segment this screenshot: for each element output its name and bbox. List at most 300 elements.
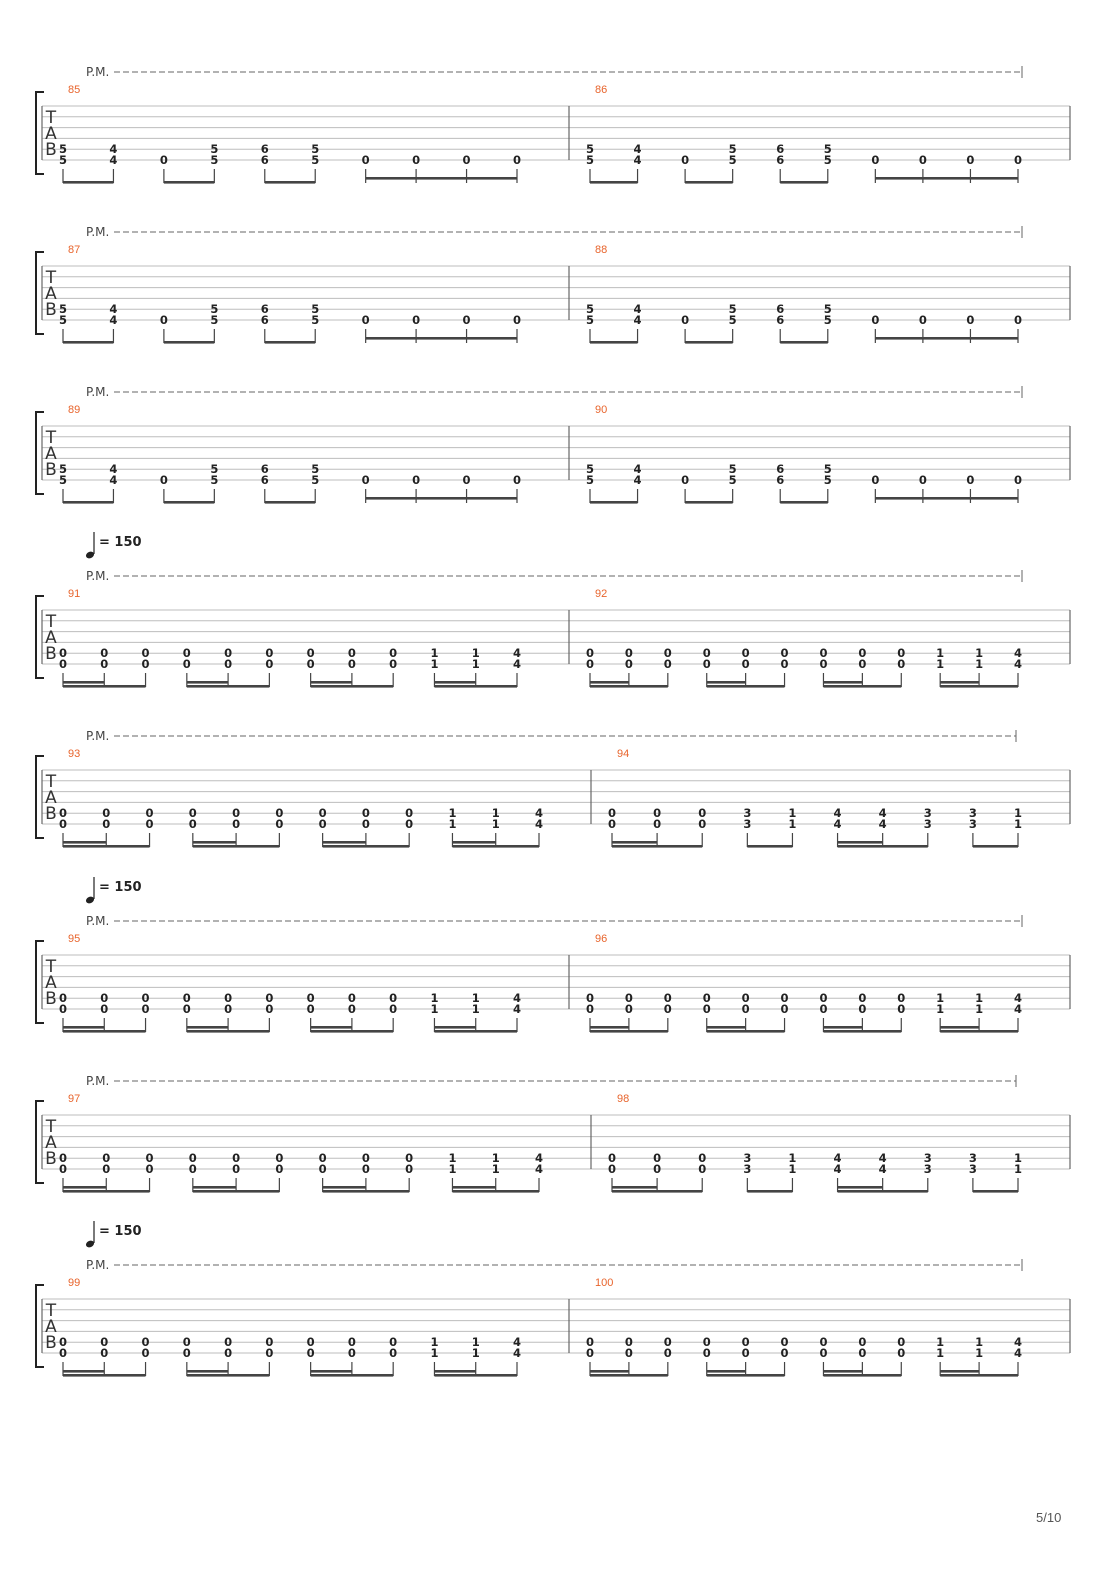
tab-clef-letter: A [45, 124, 57, 144]
fret-number: 5 [210, 142, 219, 157]
fret-number: 1 [788, 817, 797, 831]
measure [608, 1093, 1022, 1193]
note-beam [838, 1190, 928, 1193]
fret-number: 0 [232, 806, 241, 821]
fret-number: 0 [405, 806, 414, 821]
fret-number: 0 [702, 657, 711, 671]
fret-number: 0 [347, 1346, 356, 1360]
measure [586, 933, 1022, 1033]
fret-number: 4 [534, 817, 544, 831]
fret-number: 0 [819, 657, 828, 671]
fret-number: 1 [788, 1151, 797, 1166]
tab-clef-letter: T [45, 772, 57, 792]
tab-clef-letter: B [45, 1149, 57, 1169]
fret-number: 0 [182, 1002, 191, 1016]
fret-number: 0 [741, 991, 750, 1006]
note-beam [875, 337, 1018, 340]
fret-number: 1 [491, 806, 500, 821]
fret-number: 0 [306, 1346, 315, 1360]
note-beam [193, 1190, 280, 1193]
fret-number: 6 [260, 302, 269, 317]
fret-number: 4 [512, 657, 522, 671]
note-beam [366, 337, 517, 340]
tab-clef-letter: A [45, 973, 57, 993]
fret-number: 0 [585, 646, 595, 661]
tab-system [36, 877, 1070, 1033]
fret-number: 0 [159, 313, 168, 327]
measure-number: 93 [68, 748, 81, 760]
fret-number: 4 [109, 302, 118, 317]
fret-number: 1 [936, 646, 945, 661]
palm-mute-label: P.M. [86, 914, 110, 928]
fret-number: 0 [58, 1151, 68, 1166]
tempo-marking: = 150 [99, 535, 142, 550]
fret-number: 0 [102, 806, 111, 821]
fret-number: 0 [100, 1335, 109, 1350]
note-beam [323, 1186, 366, 1189]
note-beam [193, 841, 236, 844]
fret-number: 0 [1013, 473, 1023, 487]
fret-number: 0 [389, 657, 398, 671]
fret-number: 0 [512, 153, 522, 167]
fret-number: 0 [871, 153, 880, 167]
fret-number: 0 [102, 817, 111, 831]
note-beam [434, 1026, 475, 1029]
fret-number: 0 [741, 1002, 750, 1016]
fret-number: 0 [819, 646, 828, 661]
fret-number: 0 [741, 657, 750, 671]
fret-number: 1 [430, 1335, 439, 1350]
note-beam [63, 845, 150, 848]
fret-number: 4 [512, 1346, 522, 1360]
fret-number: 5 [210, 153, 219, 167]
measure-number: 97 [68, 1093, 81, 1105]
fret-number: 3 [923, 806, 932, 821]
measure-number: 86 [595, 84, 608, 96]
tab-clef-letter: A [45, 1317, 57, 1337]
tempo-marking: = 150 [99, 880, 142, 895]
note-beam [838, 841, 883, 844]
palm-mute-label: P.M. [86, 569, 110, 583]
note-beam [323, 845, 410, 848]
fret-number: 0 [224, 657, 233, 671]
fret-number: 5 [823, 313, 832, 327]
fret-number: 5 [585, 462, 595, 477]
system-bracket [36, 1285, 44, 1367]
measure [586, 244, 1022, 344]
fret-number: 4 [633, 473, 642, 487]
fret-number: 0 [58, 1162, 68, 1176]
fret-number: 0 [512, 473, 522, 487]
fret-number: 0 [405, 1151, 414, 1166]
measure [586, 1277, 1022, 1377]
fret-number: 1 [936, 1002, 945, 1016]
fret-number: 1 [491, 1151, 500, 1166]
system-bracket [36, 252, 44, 334]
fret-number: 0 [698, 817, 707, 831]
fret-number: 0 [702, 1346, 711, 1360]
fret-number: 0 [145, 1151, 154, 1166]
fret-number: 0 [100, 657, 109, 671]
fret-number: 0 [361, 1162, 370, 1176]
fret-number: 0 [102, 1162, 111, 1176]
fret-number: 3 [743, 806, 752, 821]
fret-number: 0 [412, 153, 421, 167]
fret-number: 0 [624, 991, 633, 1006]
fret-number: 0 [58, 646, 68, 661]
fret-number: 5 [585, 473, 595, 487]
note-beam [590, 685, 668, 688]
fret-number: 0 [182, 991, 191, 1006]
fret-number: 5 [823, 153, 832, 167]
fret-number: 0 [275, 1162, 284, 1176]
note-beam [452, 1190, 539, 1193]
fret-number: 0 [100, 1002, 109, 1016]
fret-number: 0 [306, 1002, 315, 1016]
fret-number: 4 [878, 1151, 887, 1166]
tab-system [36, 65, 1070, 184]
fret-number: 0 [188, 1162, 197, 1176]
fret-number: 0 [858, 1346, 867, 1360]
fret-number: 4 [534, 1151, 544, 1166]
fret-number: 5 [728, 142, 737, 157]
measure [608, 748, 1022, 848]
fret-number: 0 [624, 1335, 633, 1350]
fret-number: 1 [448, 817, 457, 831]
fret-number: 5 [823, 302, 832, 317]
fret-number: 4 [833, 1162, 842, 1176]
fret-number: 4 [833, 817, 842, 831]
fret-number: 6 [776, 302, 785, 317]
fret-number: 0 [918, 153, 927, 167]
fret-number: 1 [430, 1346, 439, 1360]
palm-mute-label: P.M. [86, 225, 110, 239]
fret-number: 5 [311, 462, 320, 477]
tab-clef-letter: B [45, 804, 57, 824]
note-beam [747, 1190, 792, 1193]
fret-number: 0 [232, 1151, 241, 1166]
fret-number: 4 [1013, 1346, 1023, 1360]
note-beam [838, 845, 928, 848]
fret-number: 4 [534, 806, 544, 821]
fret-number: 0 [141, 1346, 150, 1360]
note-beam [590, 1026, 629, 1029]
fret-number: 0 [141, 991, 150, 1006]
note-beam [823, 1370, 862, 1373]
fret-number: 1 [975, 1346, 984, 1360]
fret-number: 0 [389, 646, 398, 661]
note-beam [823, 685, 901, 688]
measure-number: 85 [68, 84, 81, 96]
fret-number: 1 [448, 1162, 457, 1176]
note-beam [187, 685, 270, 688]
fret-number: 0 [361, 1151, 370, 1166]
fret-number: 5 [210, 473, 219, 487]
note-beam [452, 841, 495, 844]
note-beam [63, 1370, 104, 1373]
fret-number: 0 [780, 991, 789, 1006]
fret-number: 4 [633, 153, 642, 167]
fret-number: 0 [858, 991, 867, 1006]
fret-number: 0 [188, 806, 197, 821]
fret-number: 5 [311, 473, 320, 487]
fret-number: 0 [224, 646, 233, 661]
fret-number: 0 [871, 473, 880, 487]
fret-number: 0 [405, 1162, 414, 1176]
fret-number: 4 [534, 1162, 544, 1176]
palm-mute-label: P.M. [86, 729, 110, 743]
fret-number: 0 [663, 1002, 672, 1016]
fret-number: 3 [923, 1151, 932, 1166]
fret-number: 0 [265, 991, 274, 1006]
fret-number: 5 [823, 142, 832, 157]
fret-number: 5 [728, 473, 737, 487]
fret-number: 6 [776, 473, 785, 487]
fret-number: 6 [260, 462, 269, 477]
system-bracket [36, 596, 44, 678]
note-beam [940, 1374, 1018, 1377]
fret-number: 1 [448, 806, 457, 821]
fret-number: 5 [311, 302, 320, 317]
note-beam [164, 181, 214, 184]
fret-number: 0 [145, 1162, 154, 1176]
note-beam [590, 341, 638, 344]
fret-number: 4 [512, 1335, 522, 1350]
fret-number: 1 [936, 1335, 945, 1350]
fret-number: 0 [702, 646, 711, 661]
fret-number: 0 [462, 473, 471, 487]
note-beam [63, 685, 146, 688]
fret-number: 1 [430, 646, 439, 661]
tab-clef-letter: T [45, 1117, 57, 1137]
fret-number: 4 [512, 1002, 522, 1016]
note-beam [590, 181, 638, 184]
fret-number: 1 [975, 657, 984, 671]
note-beam [63, 1374, 146, 1377]
fret-number: 5 [585, 313, 595, 327]
fret-number: 0 [265, 1346, 274, 1360]
fret-number: 0 [897, 646, 906, 661]
fret-number: 0 [819, 991, 828, 1006]
fret-number: 0 [780, 646, 789, 661]
note-beam [187, 1370, 228, 1373]
tab-clef-letter: T [45, 428, 57, 448]
fret-number: 0 [412, 313, 421, 327]
note-beam [823, 681, 862, 684]
fret-number: 1 [430, 657, 439, 671]
tempo-marking: = 150 [99, 1224, 142, 1239]
measure [59, 588, 521, 688]
fret-number: 0 [182, 646, 191, 661]
fret-number: 1 [975, 991, 984, 1006]
fret-number: 1 [936, 657, 945, 671]
fret-number: 4 [512, 991, 522, 1006]
fret-number: 5 [311, 153, 320, 167]
note-beam [311, 685, 394, 688]
fret-number: 0 [663, 991, 672, 1006]
note-beam [311, 1370, 352, 1373]
palm-mute-label: P.M. [86, 1074, 110, 1088]
fret-number: 0 [858, 1002, 867, 1016]
fret-number: 0 [702, 991, 711, 1006]
fret-number: 0 [188, 1151, 197, 1166]
fret-number: 3 [743, 817, 752, 831]
fret-number: 0 [607, 806, 617, 821]
fret-number: 6 [260, 473, 269, 487]
fret-number: 0 [780, 657, 789, 671]
tab-clef-letter: B [45, 989, 57, 1009]
fret-number: 6 [776, 462, 785, 477]
fret-number: 0 [663, 657, 672, 671]
fret-number: 0 [918, 473, 927, 487]
fret-number: 0 [361, 313, 370, 327]
fret-number: 0 [741, 646, 750, 661]
note-beam [612, 841, 657, 844]
note-beam [323, 841, 366, 844]
fret-number: 0 [224, 991, 233, 1006]
note-beam [265, 341, 315, 344]
measure-number: 99 [68, 1277, 81, 1289]
fret-number: 0 [663, 1346, 672, 1360]
fret-number: 4 [109, 473, 118, 487]
tab-system [36, 225, 1070, 344]
fret-number: 0 [141, 657, 150, 671]
note-beam [685, 501, 733, 504]
fret-number: 5 [823, 462, 832, 477]
fret-number: 1 [448, 1151, 457, 1166]
measure [59, 748, 543, 848]
fret-number: 6 [260, 142, 269, 157]
fret-number: 0 [405, 817, 414, 831]
fret-number: 0 [858, 646, 867, 661]
note-beam [685, 341, 733, 344]
note-beam [187, 1026, 228, 1029]
tab-clef-letter: T [45, 1301, 57, 1321]
fret-number: 0 [224, 1346, 233, 1360]
note-beam [63, 1186, 106, 1189]
fret-number: 0 [141, 646, 150, 661]
note-beam [685, 181, 733, 184]
fret-number: 1 [936, 991, 945, 1006]
note-beam [940, 1370, 979, 1373]
fret-number: 5 [728, 462, 737, 477]
fret-number: 0 [698, 1151, 707, 1166]
note-beam [63, 501, 113, 504]
measure [59, 1277, 521, 1377]
palm-mute-label: P.M. [86, 385, 110, 399]
palm-mute-label: P.M. [86, 65, 110, 79]
note-beam [452, 1186, 495, 1189]
note-beam [193, 845, 280, 848]
note-beam [707, 681, 746, 684]
tab-clef-letter: T [45, 612, 57, 632]
fret-number: 1 [1013, 1151, 1023, 1166]
fret-number: 0 [512, 313, 522, 327]
tab-clef-letter: T [45, 268, 57, 288]
fret-number: 0 [318, 806, 327, 821]
fret-number: 3 [923, 1162, 932, 1176]
measure-number: 88 [595, 244, 608, 256]
note-beam [63, 1026, 104, 1029]
fret-number: 3 [968, 817, 977, 831]
fret-number: 4 [1013, 991, 1023, 1006]
fret-number: 4 [109, 462, 118, 477]
fret-number: 0 [159, 473, 168, 487]
fret-number: 0 [347, 657, 356, 671]
fret-number: 0 [361, 473, 370, 487]
measure [586, 404, 1022, 504]
fret-number: 4 [878, 1162, 887, 1176]
fret-number: 1 [471, 1335, 480, 1350]
fret-number: 0 [318, 1162, 327, 1176]
fret-number: 0 [389, 1002, 398, 1016]
fret-number: 0 [182, 1346, 191, 1360]
fret-number: 0 [347, 1335, 356, 1350]
fret-number: 0 [780, 1002, 789, 1016]
fret-number: 4 [633, 142, 642, 157]
fret-number: 0 [681, 473, 690, 487]
measure [586, 84, 1022, 184]
fret-number: 3 [923, 817, 932, 831]
note-beam [187, 681, 228, 684]
fret-number: 0 [871, 313, 880, 327]
note-beam [434, 1370, 475, 1373]
note-beam [838, 1186, 883, 1189]
fret-number: 0 [698, 806, 707, 821]
fret-number: 0 [188, 817, 197, 831]
fret-number: 4 [512, 646, 522, 661]
fret-number: 0 [100, 646, 109, 661]
note-beam [973, 845, 1018, 848]
fret-number: 0 [389, 1346, 398, 1360]
note-beam [590, 1374, 668, 1377]
fret-number: 0 [347, 1002, 356, 1016]
tab-clef-letter: B [45, 644, 57, 664]
fret-number: 0 [100, 1346, 109, 1360]
fret-number: 1 [936, 1346, 945, 1360]
measure-number: 90 [595, 404, 608, 416]
fret-number: 4 [109, 142, 118, 157]
fret-number: 6 [776, 153, 785, 167]
fret-number: 0 [462, 313, 471, 327]
fret-number: 4 [109, 313, 118, 327]
fret-number: 5 [58, 462, 68, 477]
fret-number: 1 [471, 646, 480, 661]
fret-number: 0 [159, 153, 168, 167]
note-beam [940, 1030, 1018, 1033]
note-beam [707, 1374, 785, 1377]
fret-number: 4 [1013, 646, 1023, 661]
fret-number: 0 [182, 1335, 191, 1350]
note-beam [823, 1030, 901, 1033]
fret-number: 0 [347, 646, 356, 661]
fret-number: 5 [210, 313, 219, 327]
fret-number: 1 [1013, 806, 1023, 821]
note-beam [366, 177, 517, 180]
fret-number: 1 [788, 1162, 797, 1176]
note-beam [707, 685, 785, 688]
note-beam [612, 845, 702, 848]
fret-number: 5 [585, 302, 595, 317]
fret-number: 0 [265, 657, 274, 671]
fret-number: 0 [585, 657, 595, 671]
fret-number: 5 [311, 313, 320, 327]
note-beam [940, 681, 979, 684]
fret-number: 0 [858, 657, 867, 671]
note-beam [323, 1190, 410, 1193]
fret-number: 0 [361, 817, 370, 831]
fret-number: 0 [58, 657, 68, 671]
